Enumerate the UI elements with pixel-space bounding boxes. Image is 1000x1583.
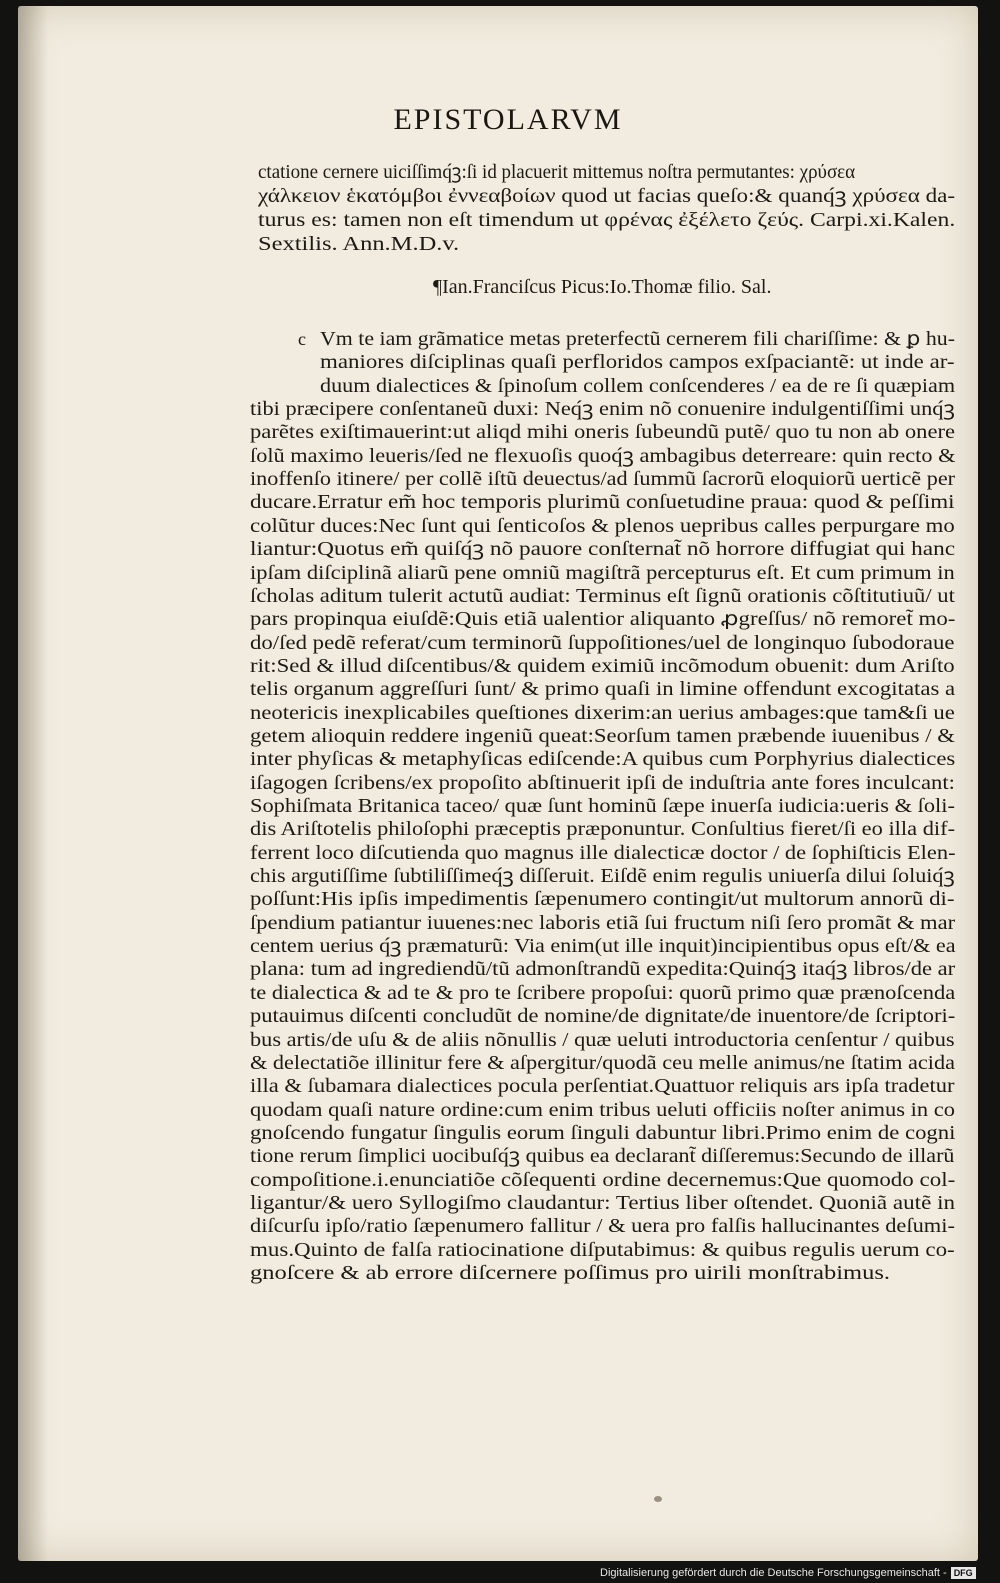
dfg-logo: DFG [951,1567,976,1579]
running-head: EPISTOLARVM [393,103,623,136]
body-line: neotericis inexplicabiles queſtiones dixerim:an uerius ambages:que tam&ſi ue [250,702,955,724]
intro-line: χάλκειον ἑκατόμβοι ἐννεαβοίων quod ut facias queſo:& quanq́ꝫ χρύσεα da- [258,186,956,207]
body-line: mus.Quinto de falſa ratiocinatione diſputabimus: & quibus regulis uerum co- [250,1239,955,1261]
body-line: centem uerius q́ꝫ præmaturũ: Via enim(ut ille inquit)incipientibus opus eſt/& ea [250,936,956,958]
digitization-footer [600,1563,1000,1583]
body-line: gnoſcere & ab errore diſcernere poſſimus pro uirili monſtrabimus. [250,1263,891,1284]
body-line: diſcurſu ipſo/ratio ſæpenumero fallitur / & uera pro falſis hallucinantes deſumi- [250,1216,955,1238]
body-line: do/ſed pedẽ referat/cum terminorũ ſuppoſitiones/uel de longinquo ſubodoraue [250,632,955,654]
ink-spot [654,1496,662,1502]
footer-text: Digitalisierung gefördert durch die Deutsche Forschungsgemeinschaft - [600,1567,947,1579]
body-line: liantur:Quotus em̃ quiſq́ꝫ nõ pauore conſternat̃ nõ horrore diffugiat qui hanc [250,539,956,561]
body-line: inter phyſicas & metaphyſicas ediſcende:A quibus cum Porphyrius dialectices [250,749,956,771]
body-line: ſolũ maximo leueris/ſed ne flexuoſis quoq́ꝫ ambagibus deterreare: quin recto & [250,445,956,467]
body-line: ducare.Erratur em̃ hoc temporis plurimũ conſuetudine praua: quod & peſſimi [250,492,955,514]
body-line: chis argutiſſime ſubtiliſſimeq́ꝫ diſſeruit. Eiſdẽ enim regulis uniuerſa dilui ſoluiq́ꝫ [250,866,955,888]
body-line: te dialectica & ad te & pro te ſcribere propoſui: quorũ primo quæ prænoſcenda [250,982,956,1004]
book-page [18,6,978,1561]
letter-salutation: ¶Ian.Franciſcus Picus:Io.Thomæ filio. Sal. [433,276,772,298]
body-line: tibi præcipere conſentaneũ duxi: Neq́ꝫ enim nõ conuenire indulgentiſſimi unq́ꝫ [250,399,955,421]
body-line: putauimus diſcenti concludũt de nomine/de dignitate/de inuentore/de ſcriptori- [250,1006,956,1028]
body-line: tione rerum ſimplici uocibuſq́ꝫ quibus ea declarant̃ diſſeremus:Secundo de illarũ [250,1146,955,1168]
body-line: ſcholas aditum tulerit actutũ audiat: Terminus eſt ſignũ orationis cõſtitutiuũ/ ut [250,585,955,607]
initial-guide-letter: c [298,329,306,349]
body-line: colũtur duces:Nec ſunt qui ſenticoſos & plenos uepribus calles perpurgare mo [250,515,955,537]
intro-line: turus es: tamen non eſt timendum ut φρένας ἐξέλετο ζεύς. Carpi.xi.Kalen. [258,210,956,231]
body-line: rit:Sed & illud diſcentibus/& quidem eximiũ incõmodum obuenit: dum Ariſto [250,655,955,677]
body-line: pars propinqua eiuſdẽ:Quis etiã ualentior aliquanto ꝓgreſſus/ nõ remoret̃ mo- [250,609,956,631]
body-line: illa & ſubamara dialectices pocula perſentiat.Quattuor reliquis ars ipſa tradetur [250,1076,955,1098]
body-line: dis Ariſtotelis philoſophi præceptis præponuntur. Conſultius fieret/ſi eo illa dif- [250,819,956,841]
intro-line: Sextilis. Ann.M.D.v. [258,234,460,255]
body-line: ligantur/& uero Syllogiſmo claudantur: Tertius liber oſtendet. Quoniã autẽ in [250,1192,956,1214]
body-line: parẽtes exiſtimauerint:ut aliqd mihi oneris ſubeundũ putẽ/ quo tu non ab onere [250,422,956,444]
body-line: quodam quaſi nature ordine:cum enim tribus ueluti officiis noſter animus in co [250,1099,955,1121]
body-line: bus artis/de uſu & de aliis nõnullis / quæ ueluti introductoria cenſentur / quibus [250,1029,955,1051]
body-line: poſſunt:His ipſis impedimentis ſæpenumero contingit/ut multorum annorũ di- [250,889,955,911]
body-line: Vm te iam grãmatice metas preterfectũ cernerem fili chariſſime: & ꝑ hu- [320,329,955,350]
body-line: getem alioquin reddere ingeniũ queat:Seorſum tamen præbende iuuenibus / & [250,725,955,747]
body-line: telis organum aggreſſuri ſunt/ & primo quaſi in limine offendunt excogitatas a [250,679,956,701]
body-line: gnoſcendo fungatur ſingulis eorum ſinguli dabuntur libri.Primo enim de cogni [250,1122,956,1144]
body-line: ferrent loco diſcutienda quo magnus ille dialecticæ doctor / de ſophiſticis Elen- [250,842,956,864]
body-line: inoffenſo itinere/ per collẽ iſtũ deuectus/ad ſummũ ſacrorũ eloquiorũ uerticẽ per [250,469,956,491]
body-line: maniores diſciplinas quaſi perfloridos campos exſpaciantẽ: ut inde ar- [320,352,955,374]
body-line: & delectatiõe illinitur fere & aſpergitur/quodã ceu melle animus/ne ſtatim acida [250,1052,955,1074]
body-line: Sophiſmata Britanica taceo/ quæ ſunt hominũ ſæpe inuerſa iudicia:ueris & ſoli- [250,796,955,817]
body-line: duum dialectices & ſpinoſum collem conſcenderes / ea de re ſi quæpiam [320,375,956,397]
body-line: iſagogen ſcribens/ex propoſito abſtinuerit ipſi de induſtria ante fores inculcant: [250,772,955,794]
body-line: ipſam diſciplinã aliarũ pene omniũ magiſtrã percepturus eſt. Et cum primum in [250,562,955,584]
body-line: compoſitione.i.enunciatiõe cõſequenti ordine decernemus:Que quomodo col- [250,1169,956,1191]
intro-line: ctatione cernere uiciſſimq́ꝫ:ſi id placuerit mittemus noſtra permutantes: χρύσεα [258,162,856,183]
body-line: plana: tum ad ingrediendũ/tũ admonſtrandũ expedita:Quinq́ꝫ itaq́ꝫ libros/de ar [250,959,956,981]
body-line: ſpendium patiantur iuuenes:nec laboris etiã ſui fructum niſi ſero promãt & mar [250,912,956,934]
